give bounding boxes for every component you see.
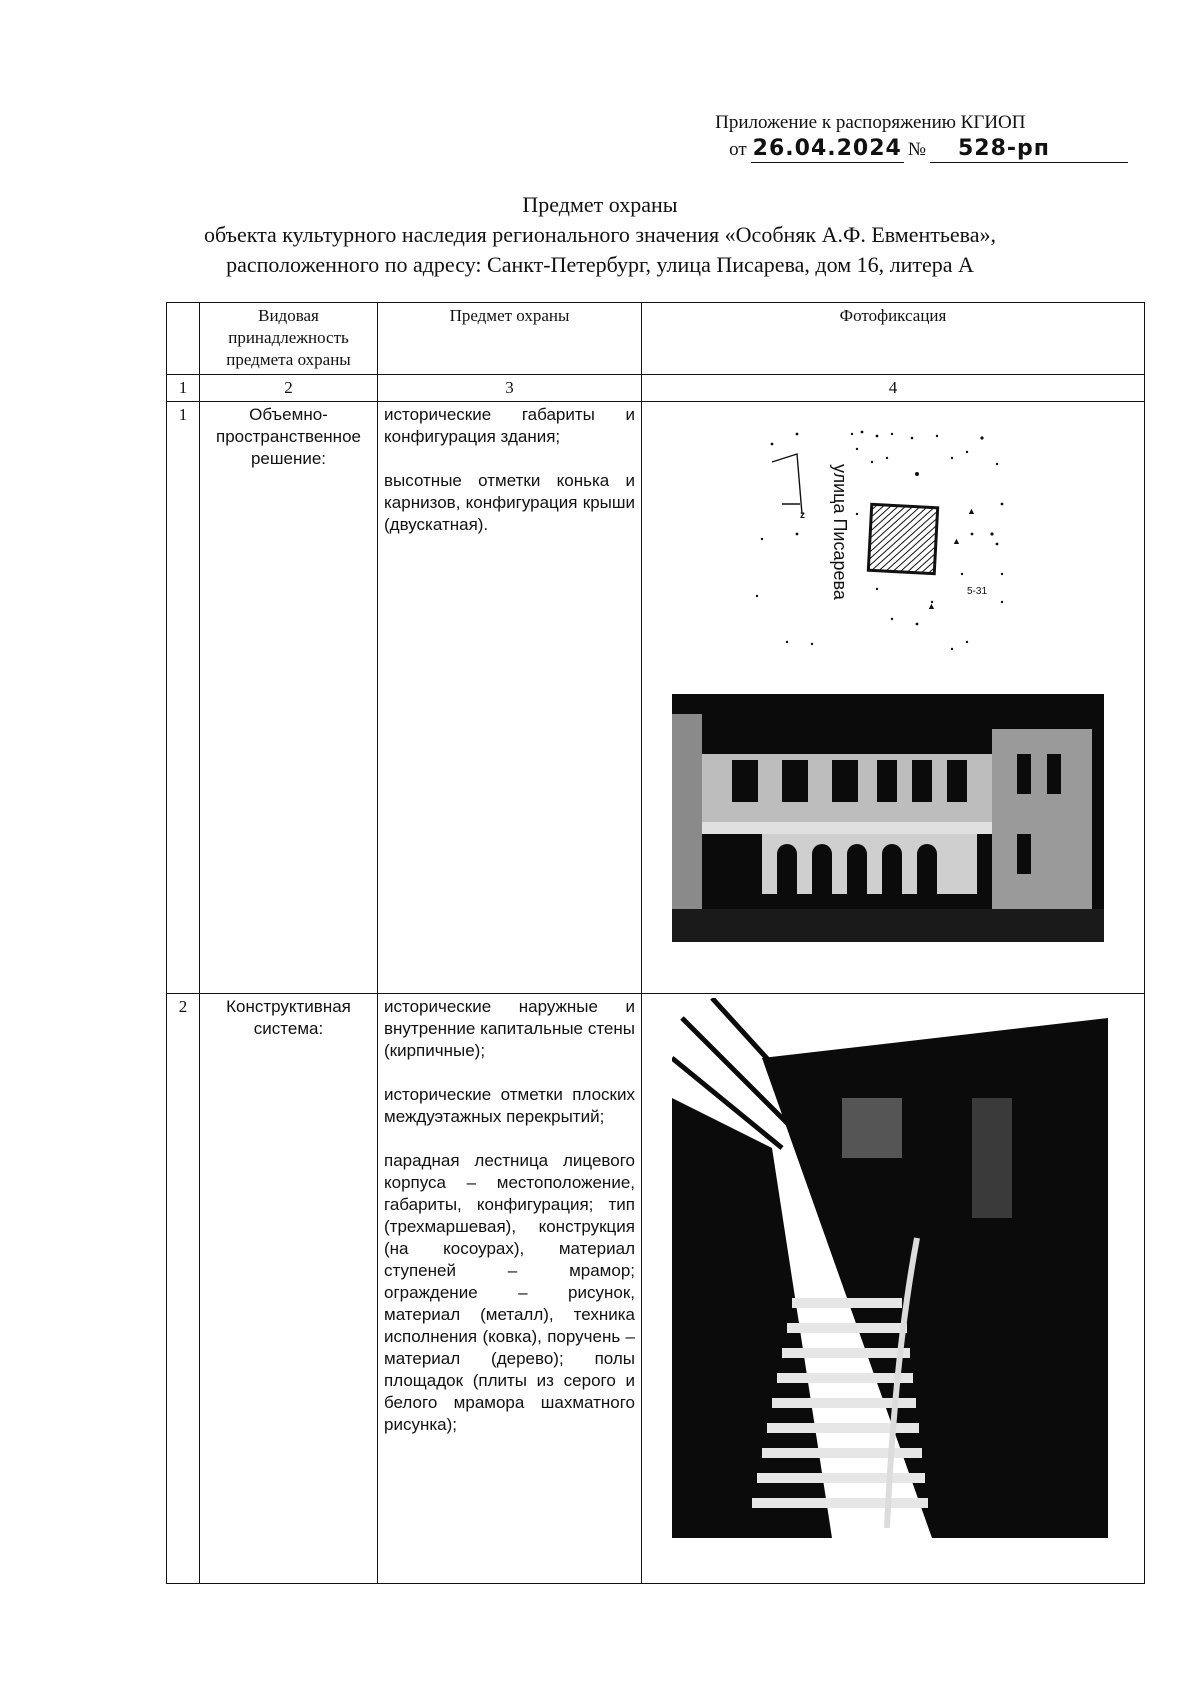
header-cell-subject: Предмет охраны xyxy=(378,303,642,375)
col-number: 3 xyxy=(378,375,642,402)
list-item: парадная лестница лицевого корпуса – местоположение, габариты, конфигурация; тип (трехмаршевая), конструкция (на косоурах), материал ступеней – мрамор; ограждение – рисунок, материал (металл), техника исполнения (ковка), поручень – материал (дерево); полы площадок (плиты из серого и белого мрамора шахматного рисунка); xyxy=(384,1151,635,1434)
building-footprint xyxy=(868,504,937,573)
header-cell-photo: Фотофиксация xyxy=(642,303,1145,375)
svg-text:z: z xyxy=(800,510,805,521)
col-number: 1 xyxy=(167,375,200,402)
col-number: 4 xyxy=(642,375,1145,402)
appendix-header xyxy=(715,110,1128,163)
col-number: 2 xyxy=(200,375,378,402)
table-header-row xyxy=(167,303,1145,375)
map-building-number: 5-31 xyxy=(967,586,988,597)
protection-table xyxy=(166,302,1145,1584)
photo-cell xyxy=(642,994,1145,1584)
order-prefix: от xyxy=(729,139,747,160)
row-category: Конструктивная система: xyxy=(200,994,378,1584)
list-item: исторические наружные и внутренние капитальные стены (кирпичные); xyxy=(384,997,635,1060)
header-cell-category: Видовая принадлежность предмета охраны xyxy=(200,303,378,375)
order-number-sign: № xyxy=(907,139,926,160)
document-title xyxy=(0,190,1200,280)
map-street-label: улица Писарева xyxy=(830,464,850,600)
facade-photo-svg xyxy=(672,694,1104,942)
header-cell-0 xyxy=(167,303,200,375)
staircase-photo-svg xyxy=(672,998,1108,1538)
list-item: исторические отметки плоских междуэтажных перекрытий; xyxy=(384,1085,635,1126)
row-number: 1 xyxy=(167,402,200,994)
svg-text:▲: ▲ xyxy=(927,601,936,611)
svg-text:▲: ▲ xyxy=(967,506,976,516)
row-number: 2 xyxy=(167,994,200,1584)
appendix-line: Приложение к распоряжению КГИОП xyxy=(715,112,1026,133)
photo-cell xyxy=(642,402,1145,994)
row-items xyxy=(378,402,642,994)
site-map-svg xyxy=(752,424,1052,689)
column-number-row xyxy=(167,375,1145,402)
list-item: высотные отметки конька и карнизов, конфигурация крыши (двускатная). xyxy=(384,471,635,534)
staircase-photo xyxy=(672,998,1108,1538)
table-row xyxy=(167,402,1145,994)
title-line-3: расположенного по адресу: Санкт-Петербург, улица Писарева, дом 16, литера А xyxy=(226,252,974,277)
order-number: 528-рп xyxy=(930,136,1128,163)
table-row xyxy=(167,994,1145,1584)
row-category: Объемно-пространственное решение: xyxy=(200,402,378,994)
list-item: исторические габариты и конфигурация здания; xyxy=(384,405,635,446)
order-line xyxy=(715,136,1128,163)
title-line-2: объекта культурного наследия регионального значения «Особняк А.Ф. Евментьева», xyxy=(203,222,997,247)
order-date: 26.04.2024 xyxy=(752,136,902,161)
facade-photo xyxy=(672,694,1104,942)
svg-text:▲: ▲ xyxy=(952,536,961,546)
site-map xyxy=(752,424,1052,689)
row-items xyxy=(378,994,642,1584)
title-line-1: Предмет охраны xyxy=(522,192,678,217)
